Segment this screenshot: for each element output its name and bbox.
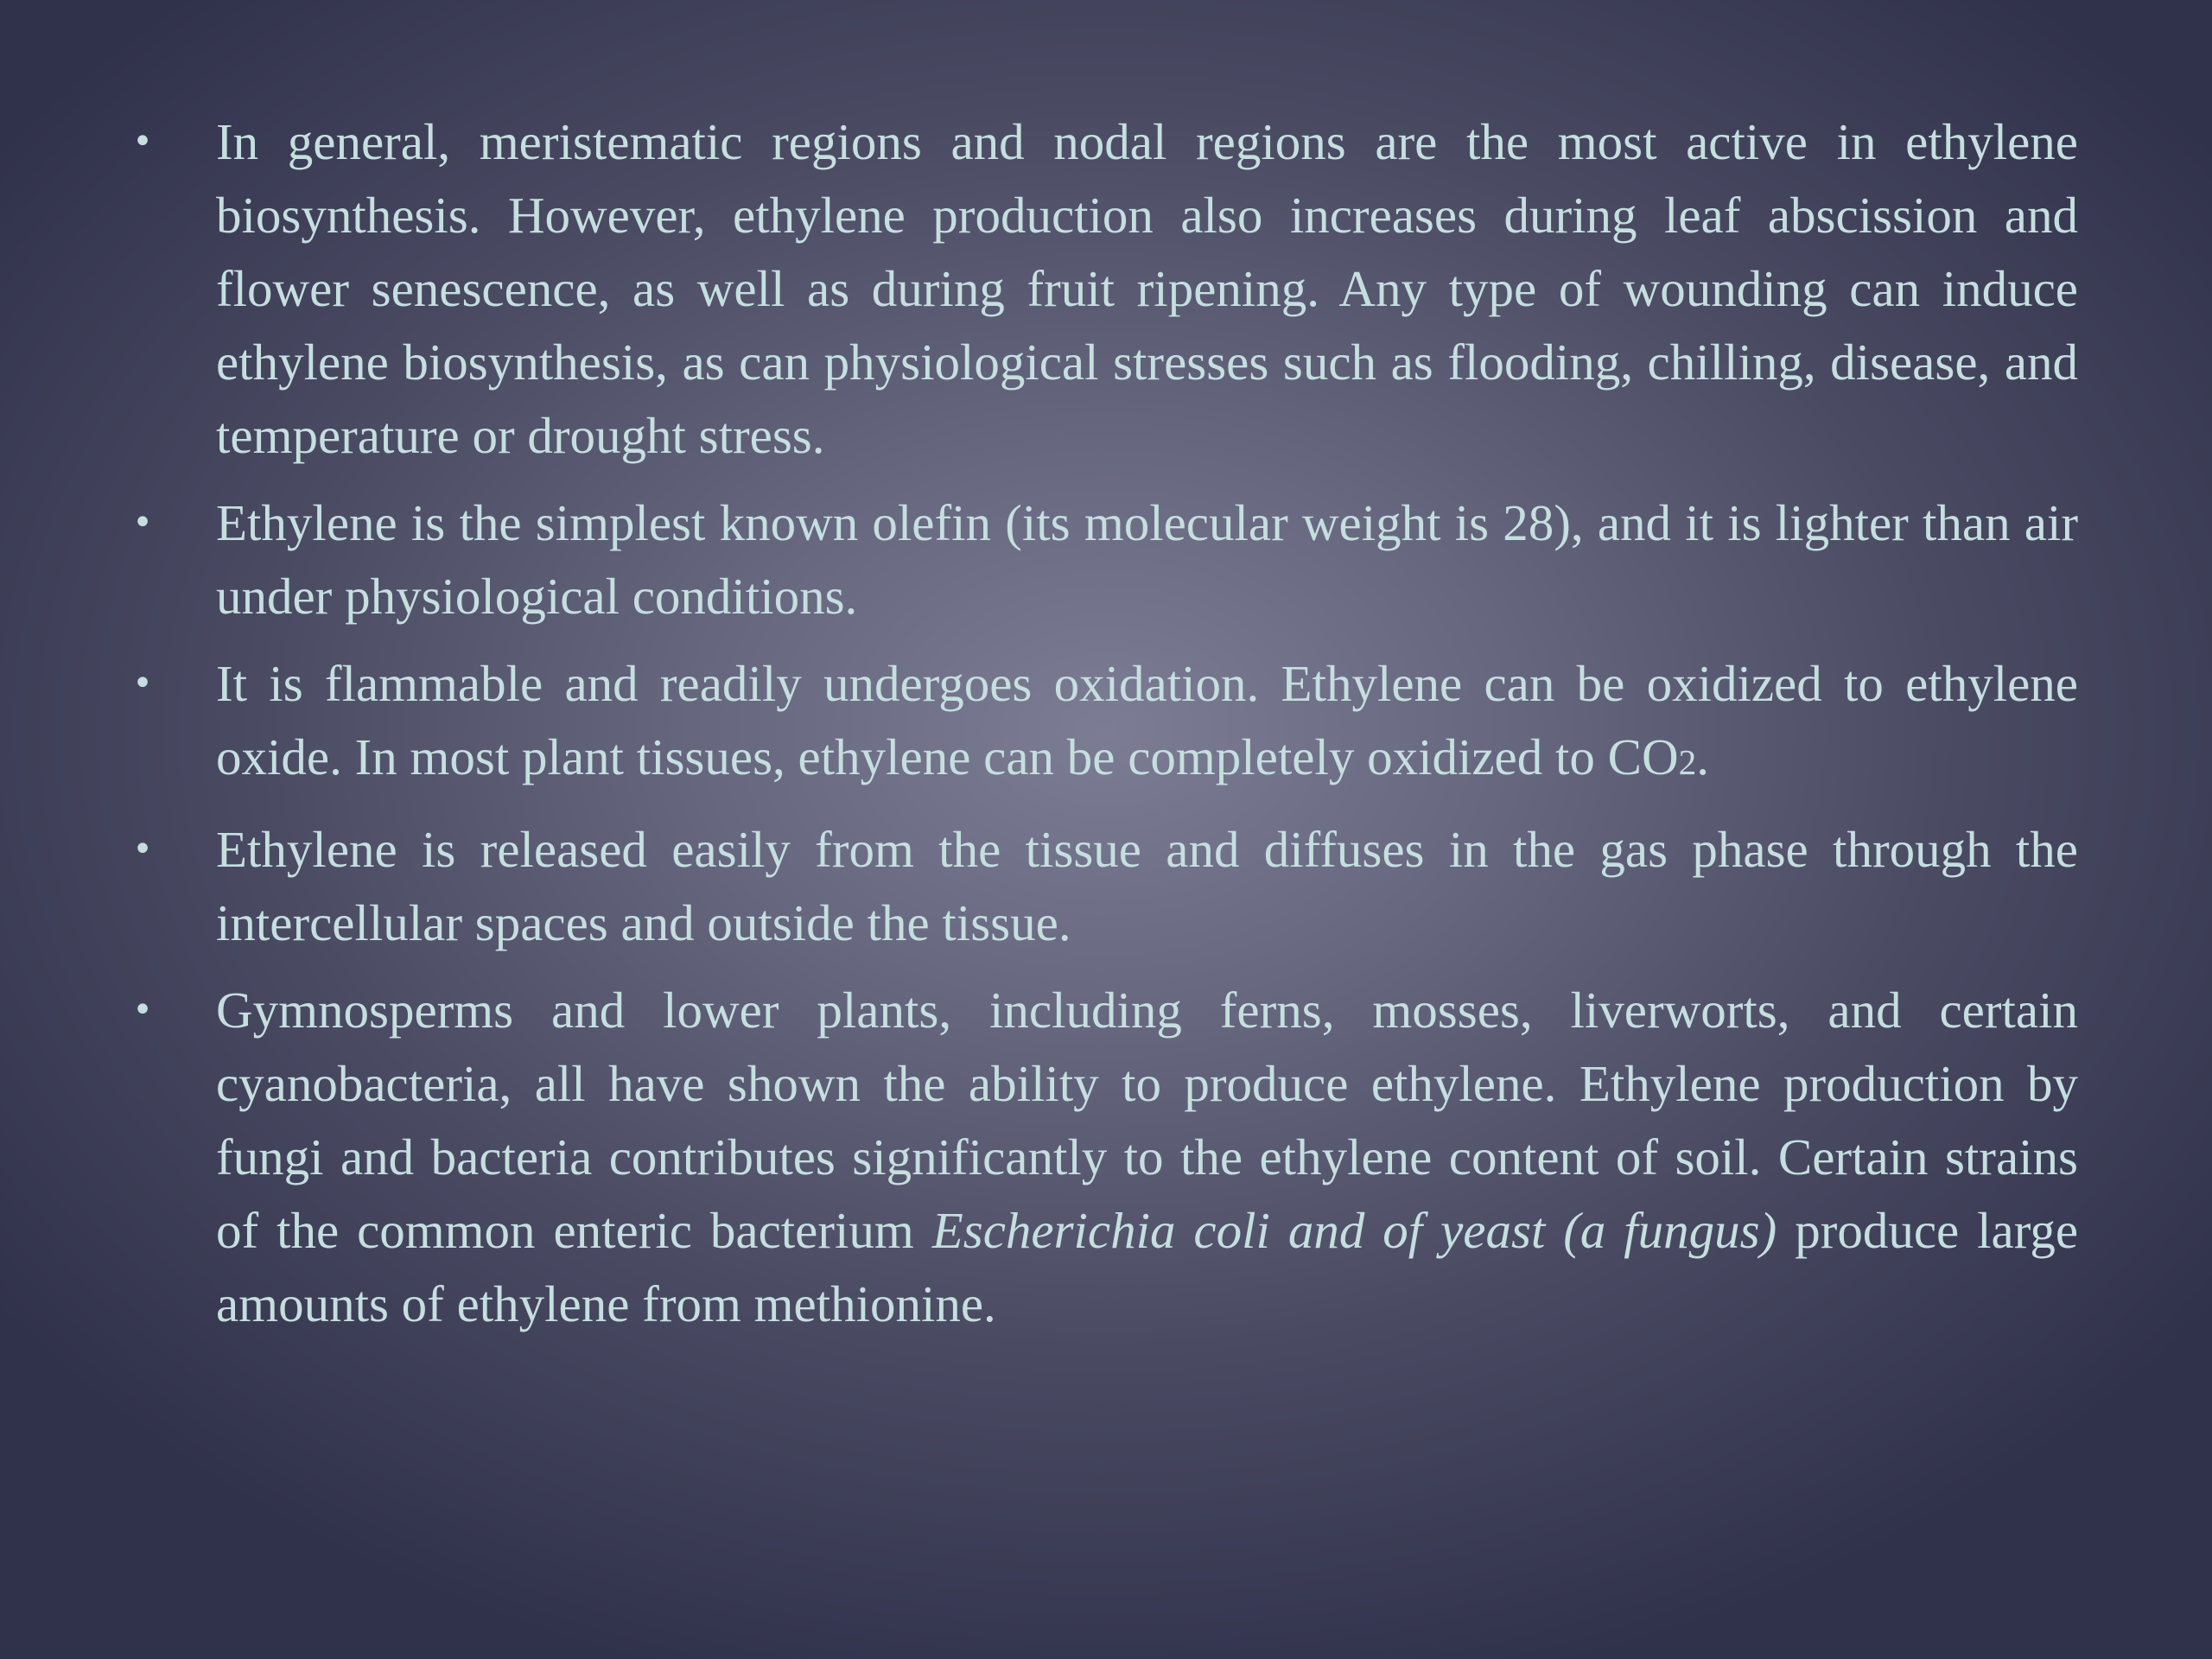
bullet-icon: • [132, 830, 153, 869]
bullet-item [130, 647, 2078, 799]
bullet-icon: • [132, 122, 153, 162]
bullet-icon: • [132, 664, 153, 703]
bullet-text [216, 982, 2078, 1332]
bullet-item [130, 974, 2078, 1341]
bullet-text-part: Gymnosperms and lower plants, including ferns, mosses, liverworts, and certain cyanobacteria, all have shown the ability to produce ethylene. Ethylene production by fungi and bacteria contributes significantly to the ethylene content of soil. Certain strains of the common enteric bacterium [216, 982, 2078, 1259]
bullet-text-part: produce large amounts of ethylene from methionine. [216, 1202, 2079, 1332]
bullet-text: In general, meristematic regions and nodal regions are the most active in ethylene biosynthesis. However, ethylene production also increases during leaf abscission and flower senescence, as well as during fruit ripening. Any type of wounding can induce ethylene biosynthesis, as can physiological stresses such as flooding, chilling, disease, and temperature or drought stress. [216, 113, 2078, 464]
bullet-item [130, 486, 2078, 633]
bullet-item [130, 105, 2078, 473]
bullet-item [130, 813, 2078, 960]
bullet-icon: • [132, 503, 153, 543]
bullet-icon: • [132, 990, 153, 1030]
bullet-text: Ethylene is released easily from the tissue and diffuses in the gas phase through the intercellular spaces and outside the tissue. [216, 821, 2078, 951]
italic-text: Escherichia coli and of yeast (a fungus) [931, 1202, 1777, 1259]
bullet-text [216, 655, 2078, 785]
subscript-text: 2 [1678, 742, 1697, 782]
bullet-text-part: It is flammable and readily undergoes oxidation. Ethylene can be oxidized to ethylene oxide. In most plant tissues, ethylene can be completely oxidized to CO [216, 655, 2078, 785]
bullet-text-part: . [1696, 728, 1709, 785]
bullet-text: Ethylene is the simplest known olefin (its molecular weight is 28), and it is lighter than air under physiological conditions. [216, 494, 2078, 625]
bullet-list [130, 105, 2078, 1355]
